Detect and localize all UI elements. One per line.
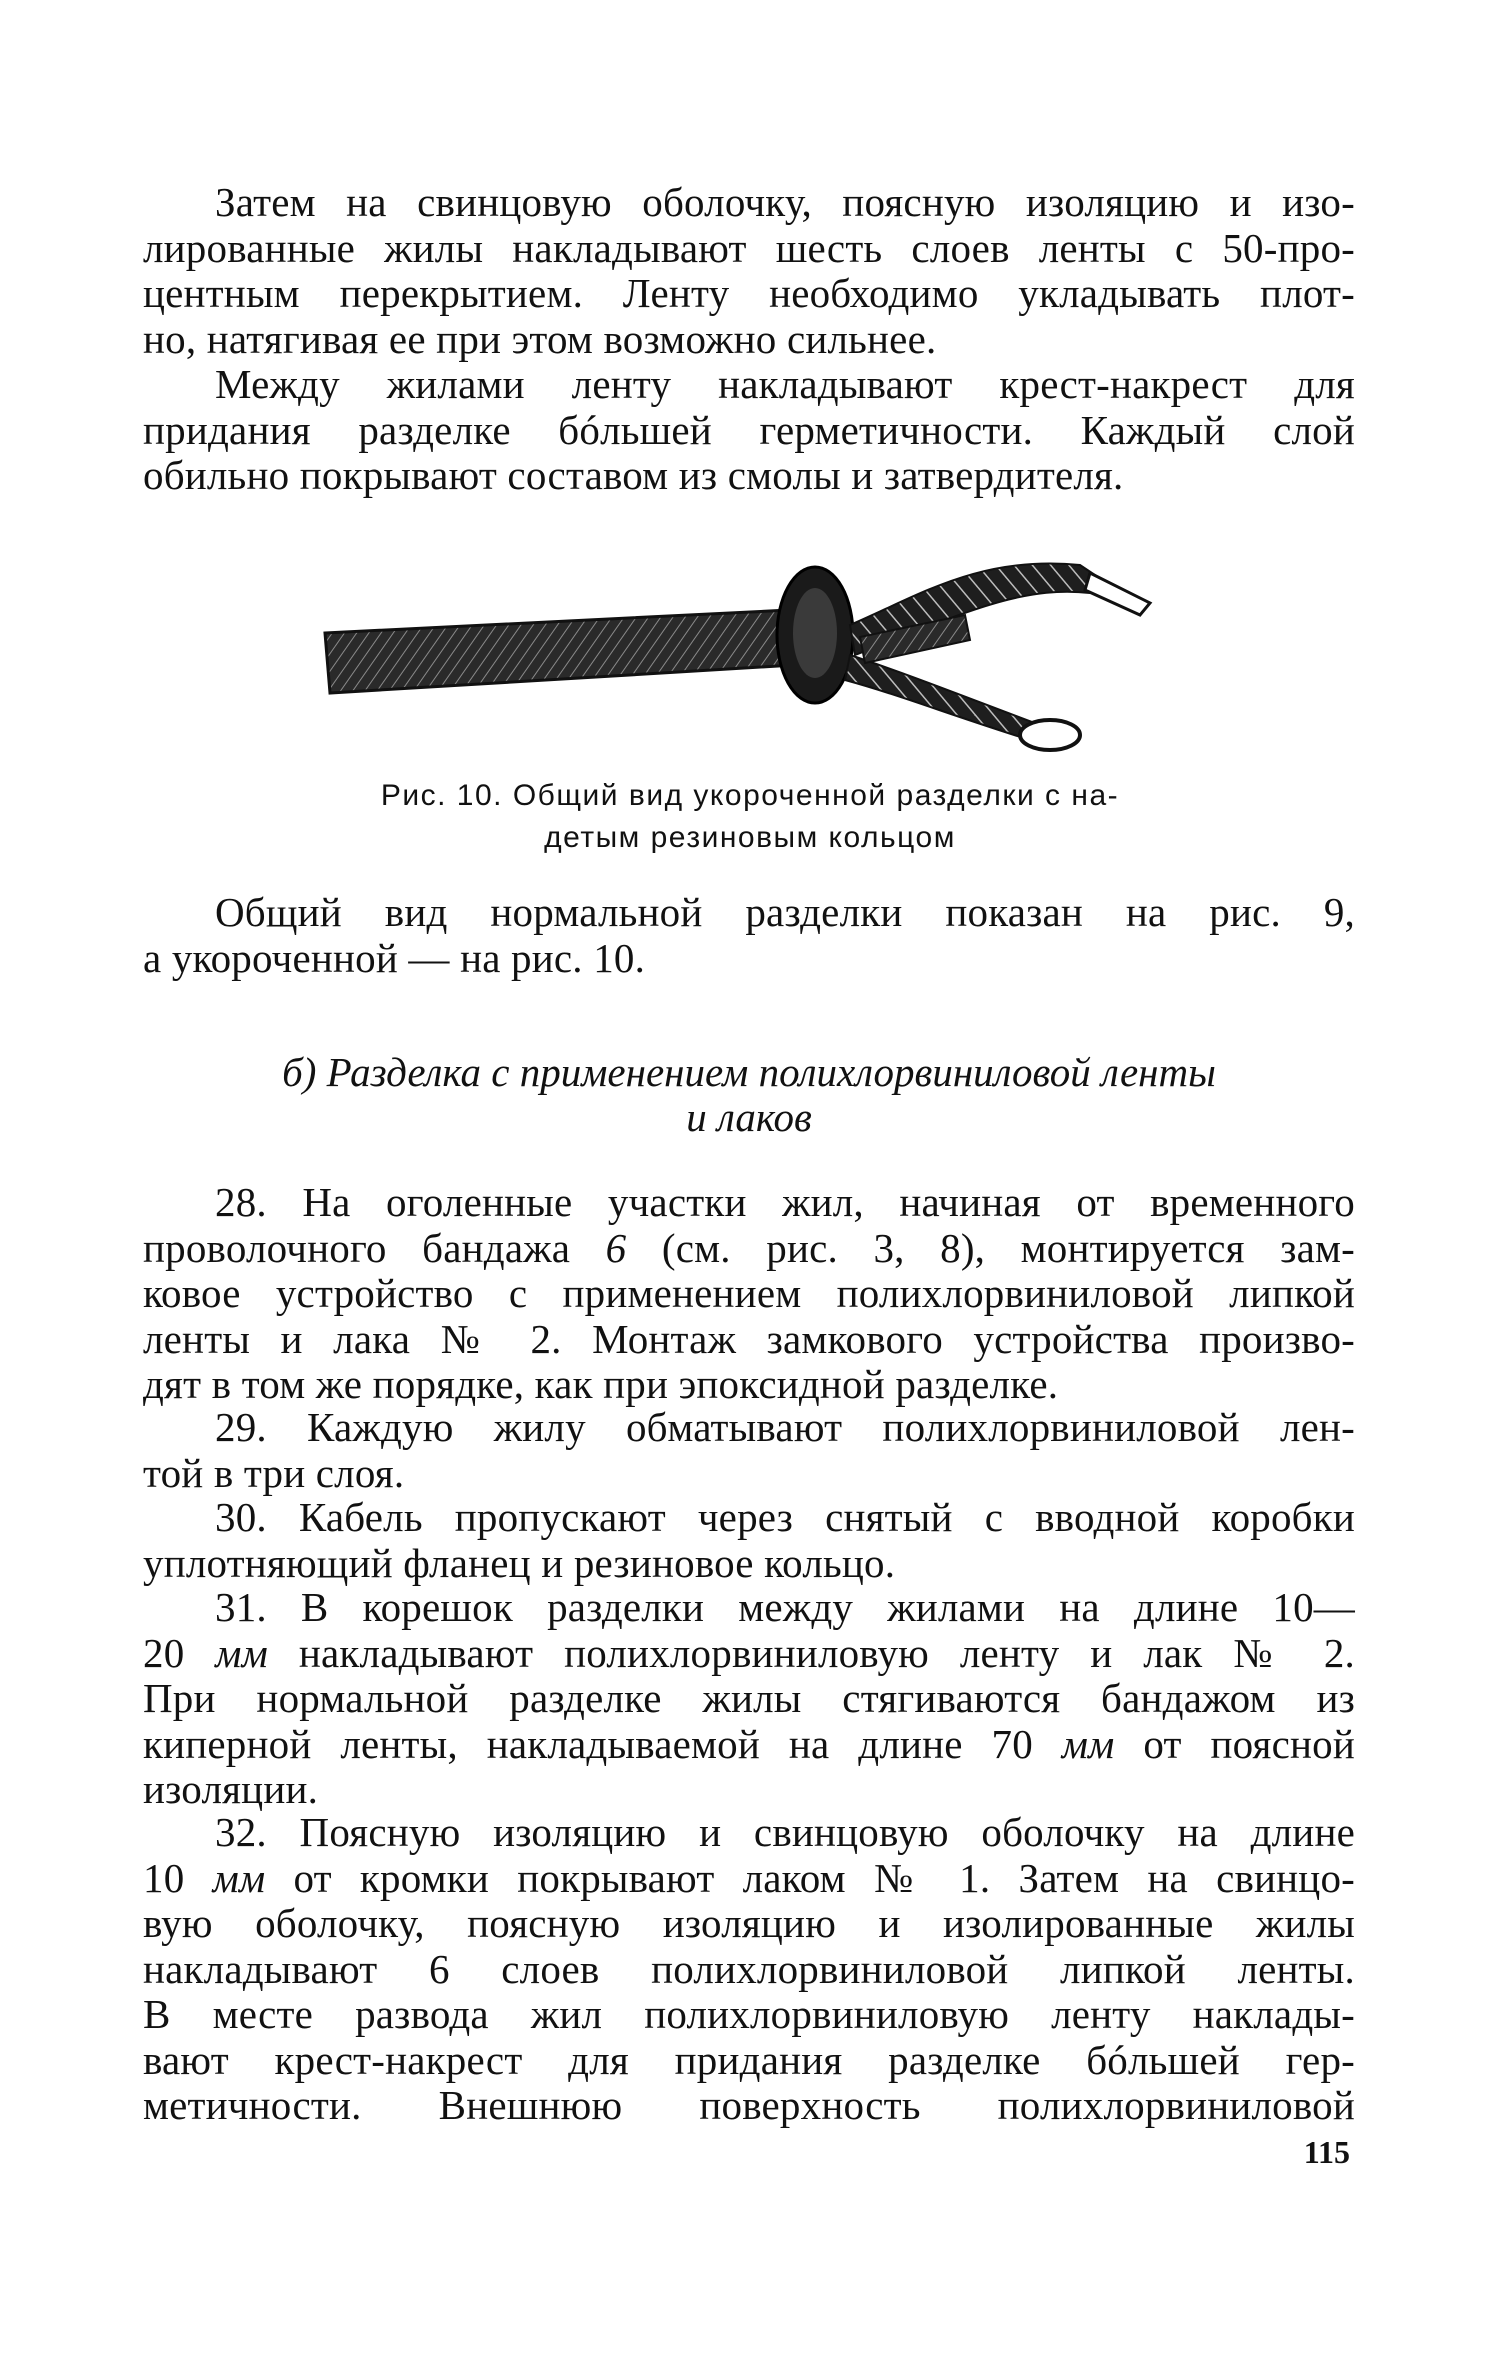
text-line: проволочного бандажа 6 (см. рис. 3, 8), монтируется зам- xyxy=(143,1224,1355,1271)
text-line: 10 мм от кромки покрывают лаком № 1. Затем на свинцо- xyxy=(143,1854,1355,1901)
text-line: 28. На оголенные участки жил, начиная от временного xyxy=(215,1179,1355,1225)
text-line: Между жилами ленту накладывают крест-накрест для xyxy=(215,361,1355,407)
paragraph-2 xyxy=(143,362,1355,499)
text-line: изоляции. xyxy=(143,1766,319,1812)
text-line: ленты и лака № 2. Монтаж замкового устройства произво- xyxy=(143,1315,1355,1362)
lower-conductor xyxy=(845,655,1040,740)
text-line: той в три слоя. xyxy=(143,1449,405,1496)
unit: мм xyxy=(1061,1720,1115,1767)
text-line: киперной ленты, накладываемой на длине 70 мм от поясной xyxy=(143,1720,1355,1767)
item-28 xyxy=(143,1180,1355,1408)
unit: мм xyxy=(215,1629,269,1676)
text-line: Общий вид нормальной разделки показан на рис. 9, xyxy=(215,889,1355,935)
text-line: обильно покрывают составом из смолы и затвердителя. xyxy=(143,452,1124,498)
text-line: дят в том же порядке, как при эпоксидной разделке. xyxy=(143,1361,1059,1407)
caption-line: детым резиновым кольцом xyxy=(544,821,956,854)
text-line: накладывают 6 слоев полихлорвиниловой липкой ленты. xyxy=(143,1945,1355,1992)
text-line: метичности. Внешнюю поверхность полихлорвиниловой xyxy=(143,2082,1355,2128)
figure-reference: 6 xyxy=(605,1224,627,1271)
text-line: Затем на свинцовую оболочку, поясную изоляцию и изо- xyxy=(215,179,1355,225)
text-line: В месте развода жил полихлорвиниловую ленту наклады- xyxy=(143,1991,1355,2037)
text-line: При нормальной разделке жилы стягиваются бандажом из xyxy=(143,1675,1355,1721)
item-31 xyxy=(143,1585,1355,1813)
subheading-line: б) Разделка с применением полихлорвиниловой ленты xyxy=(282,1049,1216,1095)
text-line: центным перекрытием. Ленту необходимо укладывать плот- xyxy=(143,270,1355,316)
figure-caption xyxy=(300,775,1200,859)
cable-termination-figure xyxy=(320,545,1220,765)
unit: мм xyxy=(212,1854,266,1901)
cable-body xyxy=(325,610,795,693)
text-line: ковое устройство с применением полихлорвиниловой липкой xyxy=(143,1270,1355,1316)
text-line: 32. Поясную изоляцию и свинцовую оболочку на длине xyxy=(215,1809,1355,1855)
text-line: а укороченной — на рис. 10. xyxy=(143,934,646,981)
section-subheading xyxy=(143,1050,1355,1140)
text-line: 29. Каждую жилу обматывают полихлорвиниловой лен- xyxy=(215,1404,1355,1450)
item-30 xyxy=(143,1495,1355,1586)
text-line: лированные жилы накладывают шесть слоев ленты с 50-про- xyxy=(143,224,1355,271)
text-line: уплотняющий фланец и резиновое кольцо. xyxy=(143,1539,896,1586)
text-line: 30. Кабель пропускают через снятый с вводной коробки xyxy=(215,1494,1355,1540)
paragraph-3 xyxy=(143,890,1355,981)
text-line: придания разделке бóльшей герметичности. Каждый слой xyxy=(143,406,1355,453)
item-32 xyxy=(143,1810,1355,2129)
text-line: вую оболочку, поясную изоляцию и изолированные жилы xyxy=(143,1900,1355,1946)
item-29 xyxy=(143,1405,1355,1496)
caption-line: Рис. 10. Общий вид укороченной разделки с на- xyxy=(380,779,1120,812)
text-line: 31. В корешок разделки между жилами на длине 10— xyxy=(215,1584,1355,1630)
subheading-line: и лаков xyxy=(686,1094,812,1140)
text-line: 20 мм накладывают полихлорвиниловую ленту и лак № 2. xyxy=(143,1629,1356,1676)
text-line: вают крест-накрест для придания разделке бóльшей гер- xyxy=(143,2036,1355,2083)
paragraph-1 xyxy=(143,180,1355,362)
page-number: 115 xyxy=(1303,2134,1350,2170)
text-line: но, натягивая ее при этом возможно сильнее. xyxy=(143,315,937,362)
